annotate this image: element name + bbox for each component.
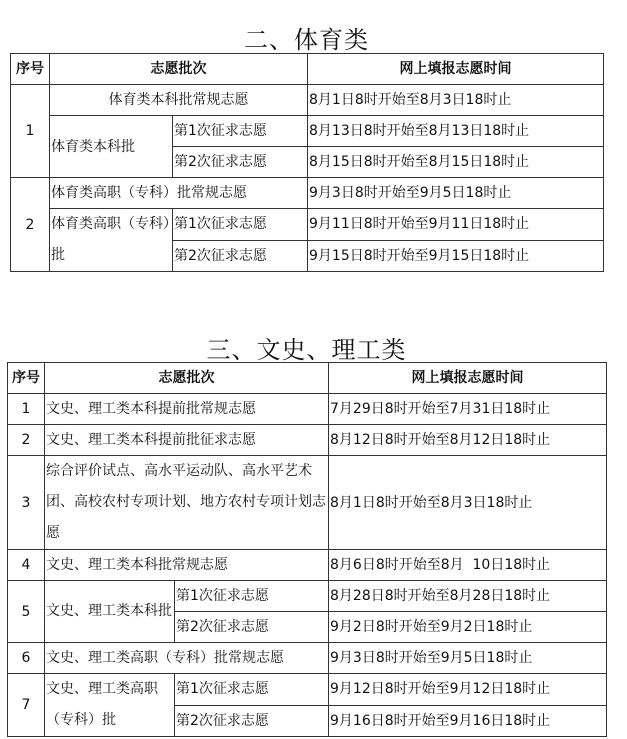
seq-cell: 2 bbox=[11, 178, 50, 272]
sub-batch-cell: 第2次征求志愿 bbox=[175, 612, 329, 643]
batch-cell: 体育类高职（专科）批常规志愿 bbox=[50, 178, 308, 209]
table-row bbox=[8, 425, 607, 456]
header-batch: 志愿批次 bbox=[45, 363, 329, 394]
table-header-row bbox=[11, 54, 604, 85]
time-cell: 8月13日8时开始至8月13日18时止 bbox=[308, 116, 604, 147]
batch-cell: 文史、理工类本科提前批征求志愿 bbox=[45, 425, 329, 456]
sub-batch-cell: 第2次征求志愿 bbox=[173, 240, 308, 272]
time-cell: 7月29日8时开始至7月31日18时止 bbox=[329, 394, 607, 425]
seq-cell: 2 bbox=[8, 425, 45, 456]
header-time: 网上填报志愿时间 bbox=[308, 54, 604, 85]
table-header-row bbox=[8, 363, 607, 394]
batch-group-cell: 体育类本科批 bbox=[50, 116, 173, 178]
batch-cell: 文史、理工类高职（专科）批常规志愿 bbox=[45, 643, 329, 674]
batch-group-cell: 文史、理工类高职（专科）批 bbox=[45, 674, 175, 737]
seq-cell: 1 bbox=[8, 394, 45, 425]
table-row bbox=[8, 550, 607, 581]
time-cell: 8月15日8时开始至8月15日18时止 bbox=[308, 147, 604, 178]
sub-batch-cell: 第2次征求志愿 bbox=[175, 705, 329, 737]
time-cell: 9月3日8时开始至9月5日18时止 bbox=[308, 178, 604, 209]
sub-batch-cell: 第2次征求志愿 bbox=[173, 147, 308, 178]
table-row bbox=[8, 643, 607, 674]
arts-science-schedule-table bbox=[7, 362, 607, 737]
header-seq: 序号 bbox=[8, 363, 45, 394]
time-cell: 8月1日8时开始至8月3日18时止 bbox=[329, 456, 607, 550]
time-cell: 9月12日8时开始至9月12日18时止 bbox=[329, 674, 607, 706]
header-seq: 序号 bbox=[11, 54, 50, 85]
table-row bbox=[8, 581, 607, 612]
seq-cell: 4 bbox=[8, 550, 45, 581]
sub-batch-cell: 第1次征求志愿 bbox=[175, 581, 329, 612]
table-row bbox=[11, 85, 604, 116]
time-cell: 8月12日8时开始至8月12日18时止 bbox=[329, 425, 607, 456]
table-row bbox=[11, 178, 604, 209]
time-cell: 8月6日8时开始至8月 10日18时止 bbox=[329, 550, 607, 581]
batch-group-cell: 体育类高职（专科）批 bbox=[50, 209, 173, 272]
seq-cell: 5 bbox=[8, 581, 45, 643]
table-row bbox=[8, 674, 607, 706]
time-cell: 8月28日8时开始至8月28日18时止 bbox=[329, 581, 607, 612]
table-row bbox=[8, 394, 607, 425]
sub-batch-cell: 第1次征求志愿 bbox=[175, 674, 329, 706]
batch-cell: 综合评价试点、高水平运动队、高水平艺术团、高校农村专项计划、地方农村专项计划志愿 bbox=[45, 456, 329, 550]
seq-cell: 1 bbox=[11, 85, 50, 178]
table-row bbox=[11, 209, 604, 241]
time-cell: 9月11日8时开始至9月11日18时止 bbox=[308, 209, 604, 241]
sub-batch-cell: 第1次征求志愿 bbox=[173, 116, 308, 147]
seq-cell: 7 bbox=[8, 674, 45, 737]
time-cell: 9月15日8时开始至9月15日18时止 bbox=[308, 240, 604, 272]
batch-cell: 文史、理工类本科提前批常规志愿 bbox=[45, 394, 329, 425]
table-row bbox=[11, 116, 604, 147]
section-title-arts-science: 三、文史、理工类 bbox=[206, 336, 407, 364]
batch-cell: 体育类本科批常规志愿 bbox=[50, 85, 308, 116]
sub-batch-cell: 第1次征求志愿 bbox=[173, 209, 308, 241]
seq-cell: 3 bbox=[8, 456, 45, 550]
batch-group-cell: 文史、理工类本科批 bbox=[45, 581, 175, 643]
batch-cell: 文史、理工类本科批常规志愿 bbox=[45, 550, 329, 581]
time-cell: 8月1日8时开始至8月3日18时止 bbox=[308, 85, 604, 116]
time-cell: 9月3日8时开始至9月5日18时止 bbox=[329, 643, 607, 674]
time-cell: 9月2日8时开始至9月2日18时止 bbox=[329, 612, 607, 643]
header-batch: 志愿批次 bbox=[50, 54, 308, 85]
sports-schedule-table bbox=[10, 53, 604, 272]
time-cell: 9月16日8时开始至9月16日18时止 bbox=[329, 705, 607, 737]
section-title-sports: 二、体育类 bbox=[244, 26, 369, 54]
table-row bbox=[8, 456, 607, 550]
header-time: 网上填报志愿时间 bbox=[329, 363, 607, 394]
seq-cell: 6 bbox=[8, 643, 45, 674]
